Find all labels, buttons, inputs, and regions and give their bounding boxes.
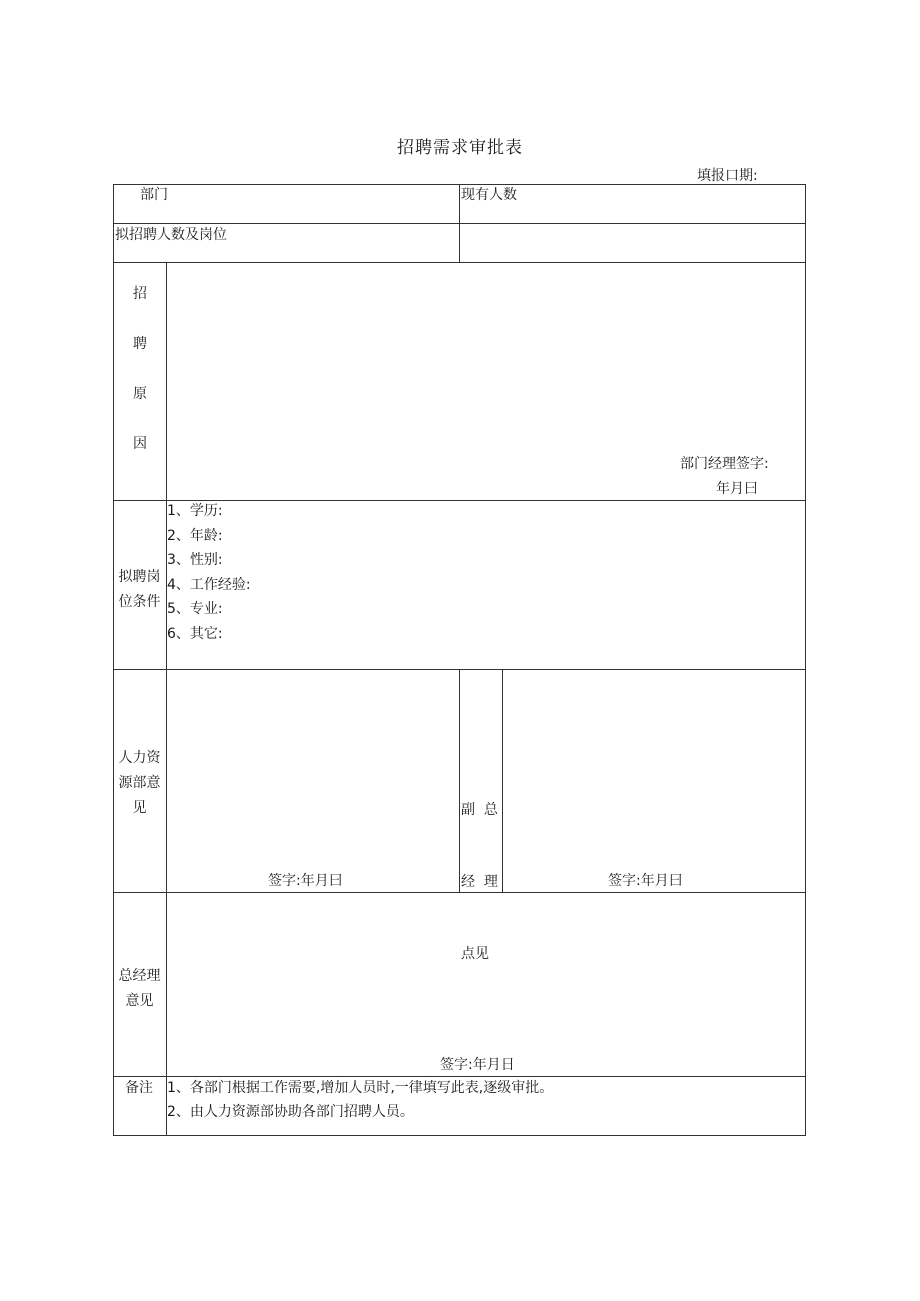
condition-major: 5、专业: bbox=[167, 601, 223, 617]
reason-label-char: 原 bbox=[133, 386, 147, 402]
vgm-signature: 签字:年月曰 bbox=[608, 873, 683, 889]
department-label: 部门 bbox=[140, 187, 168, 203]
gm-label-line: 总经理 bbox=[118, 968, 161, 984]
hr-label-line: 源部意 bbox=[118, 775, 161, 791]
vgm-label-line: 点见 bbox=[461, 946, 489, 962]
fill-date-label: 填报口期: bbox=[697, 168, 758, 184]
reason-label-char: 招 bbox=[133, 286, 147, 302]
hr-label-line: 见 bbox=[132, 800, 147, 816]
gm-opinion-label bbox=[113, 964, 166, 1014]
current-headcount-label: 现有人数 bbox=[461, 187, 517, 203]
hr-opinion-label bbox=[113, 746, 166, 821]
vgm-label-line: 副 总 bbox=[461, 802, 498, 818]
note-item: 2、由人力资源部协助各部门招聘人员。 bbox=[167, 1104, 414, 1120]
condition-age: 2、年龄: bbox=[167, 528, 223, 544]
reason-label-char: 聘 bbox=[133, 336, 147, 352]
hr-label-line: 人力资 bbox=[118, 750, 161, 766]
condition-experience: 4、工作经验: bbox=[167, 577, 251, 593]
condition-other: 6、其它: bbox=[167, 626, 223, 642]
notes-label: 备注 bbox=[125, 1080, 153, 1096]
gm-signature: 签字:年月日 bbox=[440, 1057, 515, 1073]
gm-label-line: 意见 bbox=[125, 993, 154, 1009]
table-outline bbox=[114, 185, 806, 1136]
planned-hires-label: 拟招聘人数及岗位 bbox=[115, 227, 227, 243]
conditions-label bbox=[113, 565, 166, 615]
vgm-label-line: 经 理 bbox=[461, 874, 498, 890]
reason-label bbox=[120, 283, 160, 483]
condition-gender: 3、性别: bbox=[167, 552, 223, 568]
hr-signature: 签字:年月曰 bbox=[268, 873, 343, 889]
note-item: 1、各部门根据工作需要,增加人员时,一律填写此表,逐级审批。 bbox=[167, 1080, 554, 1096]
manager-signature-label: 部门经理签字: bbox=[680, 456, 769, 472]
vgm-opinion-label bbox=[461, 750, 498, 1014]
reason-label-char: 因 bbox=[133, 436, 147, 452]
conditions-label-line: 拟聘岗 bbox=[118, 569, 161, 585]
reason-date: 年月曰 bbox=[716, 481, 758, 497]
condition-education: 1、学历: bbox=[167, 503, 223, 519]
form-title: 招聘需求审批表 bbox=[397, 138, 523, 158]
conditions-label-line: 位条件 bbox=[118, 594, 161, 610]
